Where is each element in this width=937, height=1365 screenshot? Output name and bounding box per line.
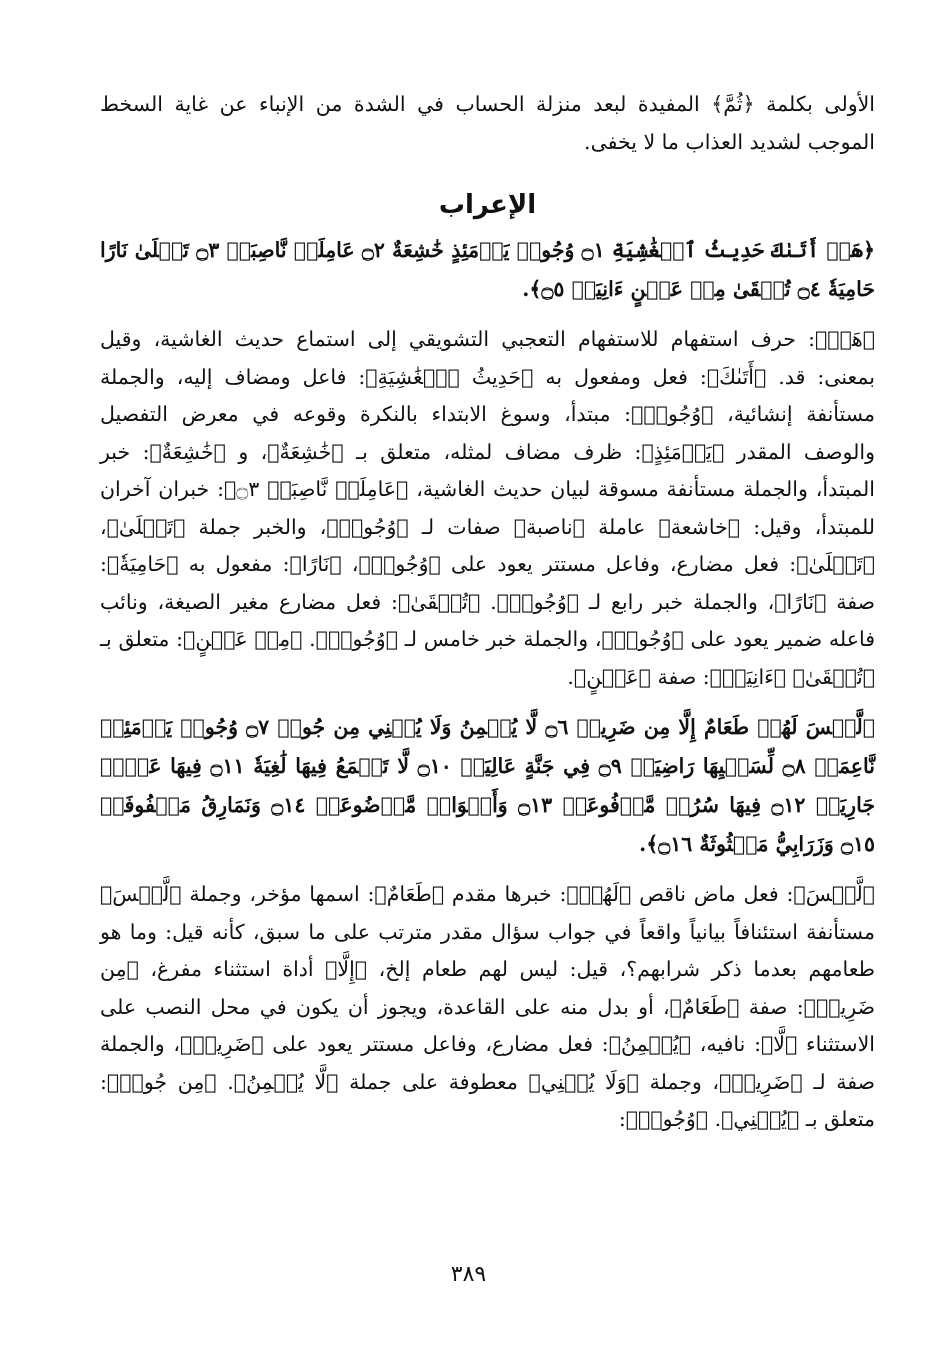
grammar-commentary-1: ﴿هَلۡ﴾: حرف استفهام للاستفهام التعجبي التشويقي إلى استماع حديث الغاشية، وقيل بمعنى: قد. ﴿أَتَىٰكَ﴾: فعل ومفعول به ﴿حَدِيثُ ٱلۡغَٰشِيَةِ﴾: فاعل ومضاف إليه، والجملة مستأنفة إنشائية، ﴿وُجُوهٞ﴾: مبتدأ، وسوغ الابتداء بالنكرة وقوعه في معرض التفصيل والوصف المقدر ﴿يَوۡمَئِذٍ﴾: ظرف مضاف لمثله، متعلق بـ ﴿خَٰشِعَةٌ﴾، و ﴿خَٰشِعَةٌ﴾: خبر المبتدأ، والجملة مستأنفة مسوقة لبيان حديث الغاشية، ﴿عَامِلَةٞ نَّاصِبَةٞ ۝٣﴾: خبران آخران للمبتدأ، وقيل: ﴿خاشعة﴾ عاملة ﴿ناصبة﴾ صفات لـ ﴿وُجُوهٞ﴾، والخبر جملة ﴿تَصۡلَىٰ﴾، ﴿تَصۡلَىٰ﴾: فعل مضارع، وفاعل مستتر يعود على ﴿وُجُوهٞ﴾، ﴿نَارًا﴾: مفعول به ﴿حَامِيَةٗ﴾: صفة ﴿نَارًا﴾، والجملة خبر رابع لـ ﴿وُجُوهٞ﴾. ﴿تُسۡقَىٰ﴾: فعل مضارع مغير الصيغة، ونائب فاعله ضمير يعود على ﴿وُجُوهٞ﴾، والجملة خبر خامس لـ ﴿وُجُوهٞ﴾. ﴿مِنۡ عَيۡنٍ﴾: متعلق بـ ﴿تُسۡقَىٰ﴾ ﴿ءَانِيَةٖ﴾: صفة ﴿عَيۡنٍ﴾.: [100, 327, 875, 689]
intro-paragraph: الأولى بكلمة ﴿ثُمَّ﴾ المفيدة لبعد منزلة الحساب في الشدة من الإنباء عن غاية السخط الموجب لشديد العذاب ما لا يخفى.: [100, 92, 875, 154]
quran-verse-block-2: ﴿لَّيۡسَ لَهُمۡ طَعَامٌ إِلَّا مِن ضَرِيعٖ ۝٦ لَّا يُسۡمِنُ وَلَا يُغۡنِي مِن جُوعٖ ۝٧ وُجُوهٞ يَوۡمَئِذٖ نَّاعِمَةٞ ۝٨ لِّسَعۡيِهَا رَاضِيَةٞ ۝٩ فِي جَنَّةٍ عَالِيَةٖ ۝١٠ لَّا تَسۡمَعُ فِيهَا لَٰغِيَةٗ ۝١١ فِيهَا عَيۡنٞ جَارِيَةٞ ۝١٢ فِيهَا سُرُرٞ مَّرۡفُوعَةٞ ۝١٣ وَأَكۡوَابٞ مَّوۡضُوعَةٞ ۝١٤ وَنَمَارِقُ مَصۡفُوفَةٞ ۝١٥ وَزَرَابِيُّ مَبۡثُوثَةٌ ۝١٦﴾.: [100, 715, 875, 856]
quran-verse-block-1: ﴿هَلۡ أَتَىٰكَ حَدِيثُ ٱلۡغَٰشِيَةِ ۝١ وُجُوهٞ يَوۡمَئِذٍ خَٰشِعَةٌ ۝٢ عَامِلَةٞ نَّاصِبَةٞ ۝٣ تَصۡلَىٰ نَارًا حَامِيَةٗ ۝٤ تُسۡقَىٰ مِنۡ عَيۡنٍ ءَانِيَةٖ ۝٥﴾.: [100, 238, 875, 301]
section-heading: الإعراب: [438, 190, 537, 220]
page-number: ٣٨٩: [450, 1262, 487, 1287]
grammar-commentary-2: ﴿لَّيۡسَ﴾: فعل ماض ناقص ﴿لَهُمۡ﴾: خبرها مقدم ﴿طَعَامٌ﴾: اسمها مؤخر، وجملة ﴿لَّيۡسَ﴾ مستأنفة استئنافاً بيانياً واقعاً في جواب سؤال مقدر مترتب على ما سبق، كأنه قيل: وما هو طعامهم بعدما ذكر شرابهم؟، قيل: ليس لهم طعام إلخ، ﴿إِلَّا﴾ أداة استثناء مفرغ، ﴿مِن ضَرِيعٖ﴾: صفة ﴿طَعَامٌ﴾، أو بدل منه على القاعدة، ويجوز أن يكون في محل النصب على الاستثناء ﴿لَّا﴾: نافيه، ﴿يُسۡمِنُ﴾: فعل مضارع، وفاعل مستتر يعود على ﴿ضَرِيعٖ﴾، والجملة صفة لـ ﴿ضَرِيعٖ﴾، وجملة ﴿وَلَا يُغۡنِي﴾ معطوفة على جملة ﴿لَّا يُسۡمِنُ﴾. ﴿مِن جُوعٖ﴾: متعلق بـ ﴿يُغۡنِي﴾. ﴿وُجُوهٞ﴾:: [100, 882, 875, 1131]
